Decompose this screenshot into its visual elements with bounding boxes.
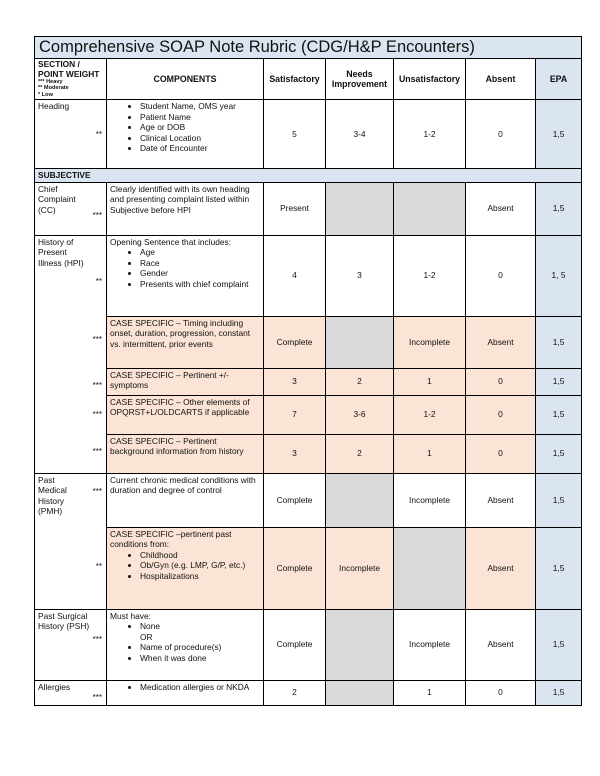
epa-cell: 1,5 — [536, 395, 582, 434]
absent-cell: 0 — [466, 434, 536, 473]
header-row — [35, 59, 582, 100]
unsatisfactory-cell: Incomplete — [394, 473, 466, 527]
section-name: Allergies — [38, 681, 71, 692]
components-cell — [107, 527, 264, 609]
satisfactory-cell: 3 — [264, 368, 326, 395]
section-hpi — [35, 235, 107, 473]
list-item: • Gender — [140, 268, 260, 279]
section-name: Illness (HPI) — [38, 257, 84, 268]
epa-cell: 1,5 — [536, 680, 582, 705]
absent-cell: Absent — [466, 473, 536, 527]
satisfactory-cell: 3 — [264, 434, 326, 473]
list-item: • Hospitalizations — [140, 571, 260, 582]
epa-cell: 1,5 — [536, 182, 582, 235]
list-item: • None — [140, 621, 260, 632]
point-weight: ** — [95, 561, 102, 571]
epa-cell: 1,5 — [536, 473, 582, 527]
unsatisfactory-cell: 1-2 — [394, 100, 466, 169]
table-row-pmh — [35, 473, 582, 527]
weight-legend-moderate: ** Moderate — [38, 85, 69, 92]
needs-improvement-cell: 3 — [326, 235, 394, 316]
table-row-hpi — [35, 235, 582, 316]
needs-improvement-cell: 3-4 — [326, 100, 394, 169]
needs-improvement-cell — [326, 473, 394, 527]
section-name: (PMH) — [38, 506, 63, 517]
weight-legend-low: * Low — [38, 91, 53, 98]
components-cell: CASE SPECIFIC – Timing including onset, duration, progression, constant vs. intermittent, prior events — [107, 316, 264, 368]
table-row-hpi-opqrst — [35, 395, 582, 434]
list-item: • Ob/Gyn (e.g. LMP, G/P, etc.) — [140, 560, 260, 571]
list-item: • Clinical Location — [140, 133, 260, 144]
soap-rubric-table — [34, 36, 582, 706]
section-psh — [35, 609, 107, 680]
psh-intro: Must have: — [110, 610, 151, 621]
point-weight: *** — [92, 486, 102, 496]
subjective-row — [35, 169, 582, 183]
section-allergies — [35, 680, 107, 705]
absent-cell: Absent — [466, 316, 536, 368]
table-row-hpi-background — [35, 434, 582, 473]
unsatisfactory-cell: 1 — [394, 434, 466, 473]
epa-cell: 1,5 — [536, 434, 582, 473]
satisfactory-cell: Present — [264, 182, 326, 235]
components-cell: CASE SPECIFIC – Pertinent +/- symptoms — [107, 368, 264, 395]
section-pmh — [35, 473, 107, 609]
section-name: Past — [38, 474, 55, 485]
satisfactory-cell: 4 — [264, 235, 326, 316]
list-item: • Name of procedure(s) — [140, 642, 260, 653]
table-row-hpi-symptoms — [35, 368, 582, 395]
point-weight: ** — [95, 276, 102, 286]
point-weight: *** — [92, 334, 102, 344]
unsatisfactory-cell — [394, 527, 466, 609]
satisfactory-cell: 2 — [264, 680, 326, 705]
epa-cell: 1,5 — [536, 100, 582, 169]
absent-cell: 0 — [466, 368, 536, 395]
components-cell: CASE SPECIFIC – Other elements of OPQRST+L/OLDCARTS if applicable — [107, 395, 264, 434]
epa-cell: 1,5 — [536, 316, 582, 368]
list-item: • Medication allergies or NKDA — [140, 682, 260, 693]
list-item: • Race — [140, 258, 260, 269]
section-cc — [35, 182, 107, 235]
unsatisfactory-cell: 1 — [394, 368, 466, 395]
unsatisfactory-cell — [394, 182, 466, 235]
point-weight: *** — [92, 634, 102, 644]
satisfactory-header: Satisfactory — [264, 59, 326, 100]
section-name: History (PSH) — [38, 621, 90, 632]
section-name: (CC) — [38, 204, 56, 215]
needs-improvement-cell: 2 — [326, 434, 394, 473]
point-weight: *** — [92, 409, 102, 419]
components-cell — [107, 680, 264, 705]
section-name: History — [38, 495, 65, 506]
table-row-psh — [35, 609, 582, 680]
satisfactory-cell: 7 — [264, 395, 326, 434]
unsatisfactory-cell: Incomplete — [394, 316, 466, 368]
section-header — [35, 59, 107, 100]
section-name: Heading — [38, 101, 70, 112]
needs-improvement-cell: 2 — [326, 368, 394, 395]
unsatisfactory-cell: 1 — [394, 680, 466, 705]
section-label: SECTION / — [38, 59, 80, 69]
section-name: Chief — [38, 183, 58, 194]
components-cell — [107, 100, 264, 169]
subjective-label: SUBJECTIVE — [35, 169, 582, 183]
satisfactory-cell: Complete — [264, 316, 326, 368]
section-name: Present — [38, 247, 67, 258]
components-cell: Clearly identified with its own heading and presenting complaint listed within Subjective before HPI — [107, 182, 264, 235]
satisfactory-cell: 5 — [264, 100, 326, 169]
pmh-case-intro: CASE SPECIFIC –pertinent past conditions from: — [110, 528, 232, 550]
point-weight: *** — [92, 692, 102, 702]
list-item: OR — [140, 631, 153, 642]
point-weight-label: POINT WEIGHT — [38, 68, 100, 79]
point-weight: *** — [92, 210, 102, 220]
list-item: • When it was done — [140, 653, 260, 664]
absent-cell: Absent — [466, 609, 536, 680]
components-header: COMPONENTS — [107, 59, 264, 100]
point-weight: ** — [95, 130, 102, 140]
unsatisfactory-header: Unsatisfactory — [394, 59, 466, 100]
absent-cell: 0 — [466, 100, 536, 169]
section-heading — [35, 100, 107, 169]
section-name: Past Surgical — [38, 610, 88, 621]
epa-cell: 1,5 — [536, 527, 582, 609]
point-weight: *** — [92, 446, 102, 456]
unsatisfactory-cell: 1-2 — [394, 395, 466, 434]
point-weight: *** — [92, 380, 102, 390]
needs-improvement-header: Needs Improvement — [326, 59, 394, 100]
needs-improvement-cell — [326, 609, 394, 680]
satisfactory-cell: Complete — [264, 473, 326, 527]
hpi-intro: Opening Sentence that includes: — [110, 236, 232, 247]
components-cell — [107, 235, 264, 316]
list-item: • Student Name, OMS year — [140, 101, 260, 112]
epa-header: EPA — [536, 59, 582, 100]
absent-cell: 0 — [466, 395, 536, 434]
unsatisfactory-cell: Incomplete — [394, 609, 466, 680]
absent-cell: 0 — [466, 235, 536, 316]
section-name: History of — [38, 236, 74, 247]
table-row-hpi-timing — [35, 316, 582, 368]
list-item: • Presents with chief complaint — [140, 279, 260, 290]
table-row-pmh-case — [35, 527, 582, 609]
list-item: • Age or DOB — [140, 122, 260, 133]
weight-legend-heavy: *** Heavy — [38, 79, 63, 85]
components-cell: CASE SPECIFIC – Pertinent background information from history — [107, 434, 264, 473]
needs-improvement-cell — [326, 316, 394, 368]
epa-cell: 1,5 — [536, 609, 582, 680]
section-name: Complaint — [38, 194, 76, 205]
satisfactory-cell: Complete — [264, 609, 326, 680]
components-cell: Current chronic medical conditions with duration and degree of control — [107, 473, 264, 527]
table-row-cc — [35, 182, 582, 235]
absent-cell: Absent — [466, 182, 536, 235]
list-item: • Age — [140, 247, 260, 258]
satisfactory-cell: Complete — [264, 527, 326, 609]
epa-cell: 1,5 — [536, 368, 582, 395]
unsatisfactory-cell: 1-2 — [394, 235, 466, 316]
absent-header: Absent — [466, 59, 536, 100]
epa-cell: 1, 5 — [536, 235, 582, 316]
components-cell — [107, 609, 264, 680]
list-item: • Date of Encounter — [140, 143, 260, 154]
absent-cell: 0 — [466, 680, 536, 705]
rubric-title: Comprehensive SOAP Note Rubric (CDG/H&P Encounters) — [35, 37, 582, 59]
needs-improvement-cell: 3-6 — [326, 395, 394, 434]
list-item: • Childhood — [140, 550, 260, 561]
needs-improvement-cell: Incomplete — [326, 527, 394, 609]
needs-improvement-cell — [326, 182, 394, 235]
absent-cell: Absent — [466, 527, 536, 609]
table-row-heading — [35, 100, 582, 169]
list-item: • Patient Name — [140, 112, 260, 123]
needs-improvement-cell — [326, 680, 394, 705]
title-row — [35, 37, 582, 59]
section-name: Medical — [38, 485, 67, 496]
table-row-allergies — [35, 680, 582, 705]
